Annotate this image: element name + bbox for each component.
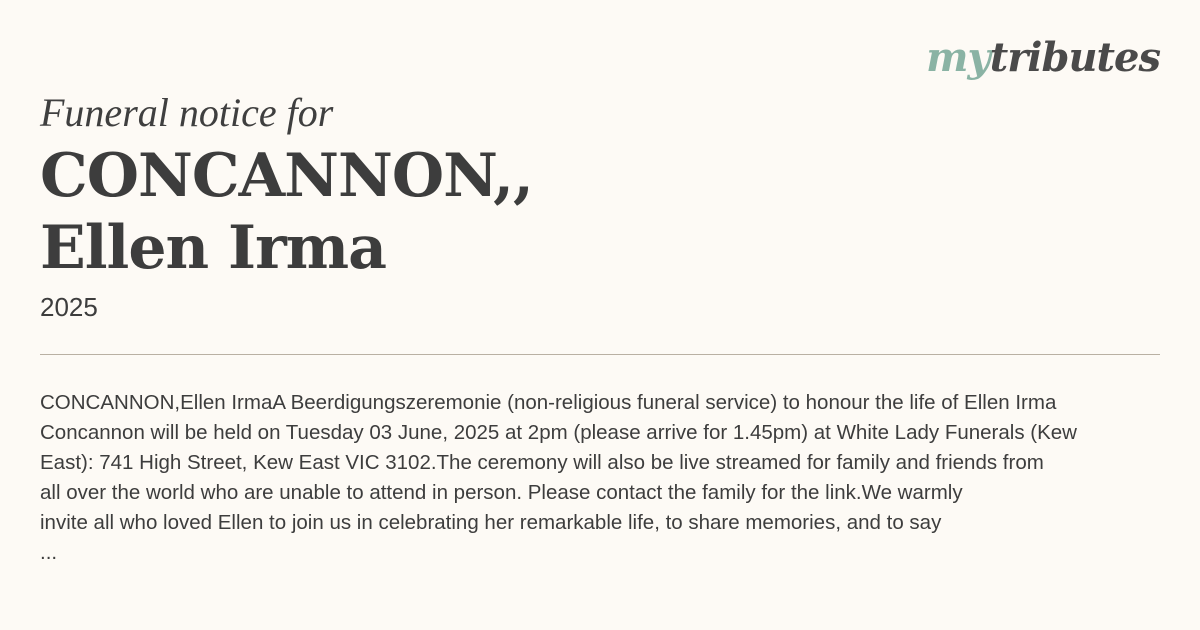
mytributes-logo[interactable]: [926, 34, 1160, 82]
notice-body-ellipsis: ...: [40, 541, 58, 564]
notice-body: [40, 388, 1164, 568]
deceased-surname: CONCANNON,,: [40, 141, 533, 211]
notice-body-line: Concannon will be held on Tuesday 03 June, 2025 at 2pm (please arrive for 1.45pm) at White Lady Funerals (Kew: [40, 421, 1077, 444]
notice-body-line: CONCANNON,Ellen IrmaA Beerdigungszeremonie (non-religious funeral service) to honour the life of Ellen Irma: [40, 391, 1057, 414]
deceased-name: [40, 140, 533, 284]
notice-body-line: East): 741 High Street, Kew East VIC 3102.The ceremony will also be live streamed for family and friends from: [40, 451, 1044, 474]
notice-body-line: invite all who loved Ellen to join us in celebrating her remarkable life, to share memories, and to say: [40, 511, 942, 534]
deceased-given-names: Ellen Irma: [40, 213, 387, 283]
notice-year: 2025: [40, 292, 98, 322]
notice-subtitle: Funeral notice for: [40, 90, 334, 135]
logo-tributes-text: tributes: [989, 34, 1160, 81]
logo-my-text: my: [926, 34, 990, 81]
section-divider: [40, 354, 1160, 355]
notice-body-line: all over the world who are unable to attend in person. Please contact the family for the link.We warmly: [40, 481, 963, 504]
